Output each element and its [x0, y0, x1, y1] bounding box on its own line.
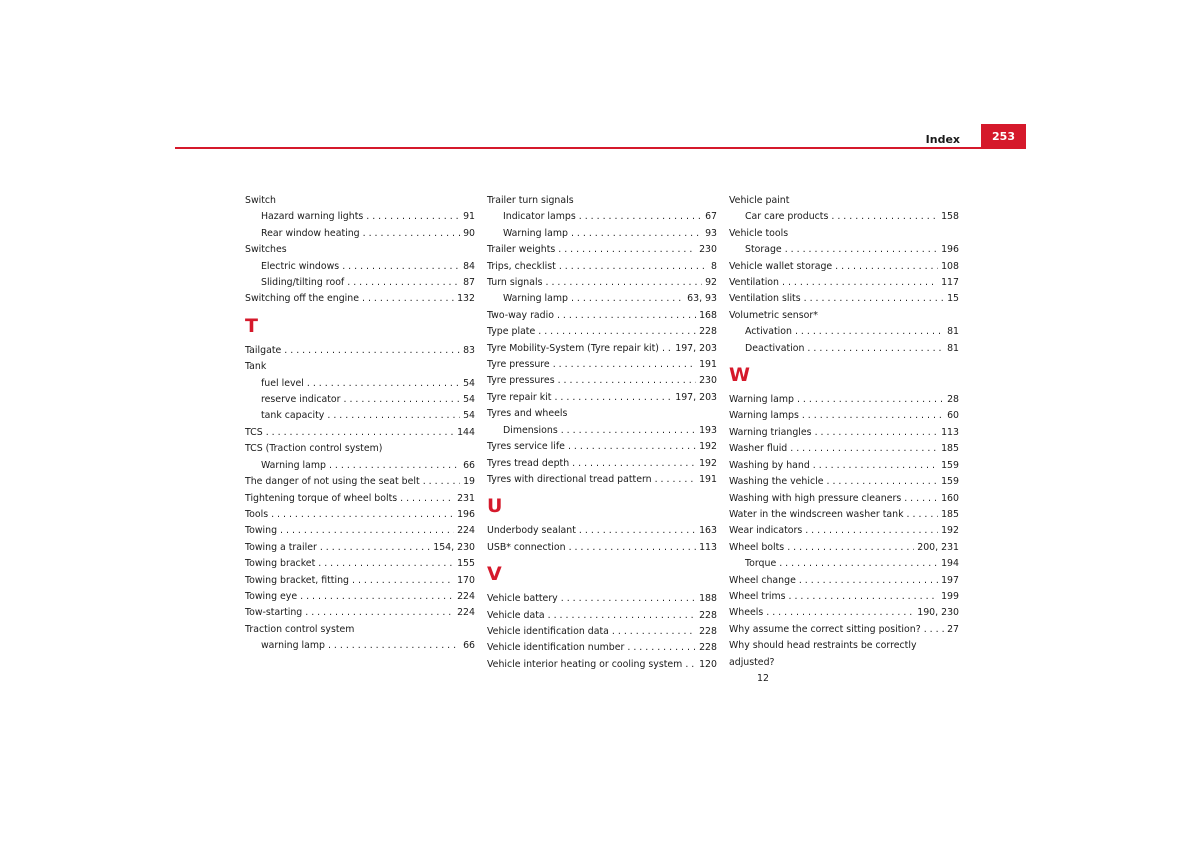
index-entry [245, 589, 475, 605]
index-section-letter: T [245, 314, 258, 337]
index-entry [487, 259, 717, 275]
dot-leader [327, 408, 460, 424]
dot-leader [362, 291, 454, 307]
index-entry-page: 60 [947, 410, 959, 422]
index-entry-page: 192 [699, 441, 717, 453]
index-entry-page: 84 [463, 260, 475, 272]
index-section-letter: U [487, 495, 503, 518]
index-entry-label: Tyre pressures [487, 375, 555, 387]
index-entry-label: Tyres tread depth [487, 457, 570, 469]
index-entry [487, 390, 717, 406]
dot-leader [805, 523, 938, 539]
index-entry-page: 185 [941, 508, 959, 520]
index-entry-page: 199 [941, 590, 959, 602]
index-section-letter: W [729, 364, 750, 387]
index-entry-page: 192 [941, 525, 959, 537]
index-entry-page: 159 [941, 459, 959, 471]
index-entry-page: 190, 230 [917, 607, 959, 619]
index-entry-page: 8 [711, 260, 717, 272]
dot-leader [797, 392, 944, 408]
index-entry-page: 224 [457, 525, 475, 537]
index-entry-label: Washing with high pressure cleaners [729, 492, 902, 504]
index-entry-heading: Switches [245, 244, 287, 256]
index-entry-label: Vehicle wallet storage [729, 260, 833, 272]
index-subentry [487, 226, 717, 242]
index-entry-page: 188 [699, 593, 717, 605]
index-entry-label: Sliding/tilting roof [261, 277, 345, 289]
index-subentry [729, 341, 959, 357]
index-entry-page: 54 [463, 410, 475, 422]
index-entry-label: Towing eye [245, 590, 298, 602]
index-entry [729, 622, 959, 638]
index-entry-label: Turn signals [487, 277, 543, 289]
index-entry-page: 81 [947, 342, 959, 354]
index-entry-page: 67 [705, 211, 717, 223]
index-subentry [245, 638, 475, 654]
index-entry-label: Rear window heating [261, 227, 360, 239]
index-entry-label: Vehicle interior heating or cooling system [487, 658, 683, 670]
dot-leader [568, 439, 696, 455]
index-entry-label: Tools [245, 508, 269, 520]
dot-leader [423, 474, 460, 490]
dot-leader [561, 591, 696, 607]
index-entry-page: 158 [941, 211, 959, 223]
index-entry-page: 192 [699, 457, 717, 469]
dot-leader [561, 423, 696, 439]
index-entry-page: 19 [463, 476, 475, 488]
index-entry-label: reserve indicator [261, 394, 341, 406]
index-entry-page: 83 [463, 344, 475, 356]
index-entry-page: 93 [705, 227, 717, 239]
dot-leader [342, 259, 460, 275]
dot-leader [305, 605, 454, 621]
index-entry-label: warning lamp [261, 640, 325, 652]
index-entry-page: 228 [699, 609, 717, 621]
index-entry-label: Warning lamps [729, 410, 799, 422]
dot-leader [545, 275, 702, 291]
index-entry [245, 573, 475, 589]
index-entry-label: Vehicle data [487, 609, 545, 621]
index-section-letter: V [487, 563, 502, 586]
dot-leader [802, 408, 944, 424]
index-entry-label: Type plate [487, 326, 536, 338]
index-entry-page: 91 [463, 211, 475, 223]
index-entry-label: Ventilation [729, 277, 779, 289]
dot-leader [344, 392, 461, 408]
index-entry-label: Underbody sealant [487, 525, 576, 537]
dot-leader [363, 226, 460, 242]
dot-leader [766, 605, 914, 621]
dot-leader [807, 341, 944, 357]
index-entry-label: Vehicle battery [487, 593, 558, 605]
index-entry-page: 159 [941, 476, 959, 488]
index-entry-label: Wheel trims [729, 590, 786, 602]
dot-leader [907, 507, 939, 523]
index-entry-heading: Tank [245, 361, 267, 373]
index-entry-page: 230 [699, 244, 717, 256]
index-entry [245, 556, 475, 572]
index-entry-label: Ventilation slits [729, 293, 801, 305]
index-entry [487, 657, 717, 673]
index-subentry [245, 275, 475, 291]
dot-leader [831, 209, 938, 225]
dot-leader [366, 209, 460, 225]
dot-leader [815, 425, 939, 441]
index-entry [487, 275, 717, 291]
index-subentry [245, 259, 475, 275]
index-entry [729, 275, 959, 291]
index-subentry [729, 242, 959, 258]
index-entry-page: 81 [947, 326, 959, 338]
index-entry-page: 28 [947, 394, 959, 406]
index-entry-heading: Traction control system [245, 623, 355, 635]
index-entry-heading: TCS (Traction control system) [245, 443, 383, 455]
index-entry-page: 228 [699, 326, 717, 338]
index-entry-label: Trailer weights [487, 244, 556, 256]
index-entry-label: Two-way radio [487, 309, 554, 321]
index-entry-page: 154, 230 [433, 541, 475, 553]
dot-leader [779, 556, 938, 572]
index-entry [729, 638, 959, 687]
index-entry-label: Car care products [745, 211, 829, 223]
header-rule [175, 147, 1026, 149]
index-entry-label: Tow-starting [245, 607, 303, 619]
index-entry-heading: Vehicle tools [729, 227, 789, 239]
index-entry-page: 196 [457, 508, 475, 520]
index-entry-page: 185 [941, 443, 959, 455]
index-entry-page: 113 [699, 541, 717, 553]
dot-leader [826, 474, 938, 490]
index-entry [245, 540, 475, 556]
dot-leader [328, 638, 460, 654]
index-entry-label: Tyres service life [487, 441, 565, 453]
index-entry-label: Dimensions [503, 424, 558, 436]
dot-leader [538, 324, 696, 340]
index-entry [729, 392, 959, 408]
dot-leader [655, 472, 697, 488]
index-subentry [245, 226, 475, 242]
index-entry-label: Towing a trailer [245, 541, 317, 553]
dot-leader [835, 259, 938, 275]
index-entry-label: TCS [245, 426, 263, 438]
index-entry [245, 291, 475, 307]
index-entry [729, 458, 959, 474]
index-entry [729, 491, 959, 507]
index-entry-label: Tightening torque of wheel bolts [245, 492, 398, 504]
index-entry [729, 474, 959, 490]
index-entry [487, 523, 717, 539]
index-entry [245, 605, 475, 621]
index-entry-label: Activation [745, 326, 792, 338]
dot-leader [347, 275, 460, 291]
index-entry [487, 242, 717, 258]
index-entry-heading: Trailer turn signals [487, 195, 574, 206]
dot-leader [558, 242, 696, 258]
index-entry-heading: Switch [245, 195, 276, 206]
index-entry-label: Wear indicators [729, 525, 803, 537]
index-entry-page: 197, 203 [675, 391, 717, 403]
index-entry-page: 117 [941, 277, 959, 289]
index-entry-label: Warning triangles [729, 426, 812, 438]
index-entry-label: Switching off the engine [245, 293, 359, 305]
index-entry-label: Why assume the correct sitting position? [729, 623, 921, 635]
index-subentry [487, 209, 717, 225]
dot-leader [266, 425, 454, 441]
dot-leader [300, 589, 454, 605]
index-entry-page: 194 [941, 558, 959, 570]
index-entry-label: Towing [245, 525, 278, 537]
dot-leader [579, 523, 696, 539]
index-subentry [729, 324, 959, 340]
index-entry-label: Indicator lamps [503, 211, 576, 223]
index-entry-label: Hazard warning lights [261, 211, 364, 223]
index-entry [487, 456, 717, 472]
dot-leader [352, 573, 454, 589]
page-title: Index [925, 133, 960, 146]
index-entry-label: Wheel change [729, 574, 796, 586]
index-entry-page: 191 [699, 473, 717, 485]
index-entry [729, 441, 959, 457]
dot-leader [799, 573, 938, 589]
index-entry-page: 168 [699, 309, 717, 321]
index-entry-label: Towing bracket, fitting [245, 574, 349, 586]
index-entry [729, 589, 959, 605]
index-entry-page: 197, 203 [675, 342, 717, 354]
dot-leader [557, 308, 696, 324]
index-entry-page: 92 [705, 277, 717, 289]
index-entry-page: 191 [699, 359, 717, 371]
index-entry [729, 291, 959, 307]
index-entry-heading: Tyres and wheels [487, 408, 568, 420]
index-entry-label: Torque [745, 558, 777, 570]
index-entry-label: Warning lamp [729, 394, 794, 406]
index-entry-page: 144 [457, 426, 475, 438]
dot-leader [924, 622, 944, 638]
dot-leader [307, 376, 460, 392]
index-entry-page: 230 [699, 375, 717, 387]
index-column-3 [729, 193, 959, 687]
index-entry-page: 224 [457, 607, 475, 619]
dot-leader [579, 209, 702, 225]
dot-leader [782, 275, 938, 291]
dot-leader [329, 458, 460, 474]
dot-leader [559, 259, 708, 275]
index-column-1 [245, 193, 475, 655]
dot-leader [553, 357, 696, 373]
index-entry-label: Washing by hand [729, 459, 810, 471]
dot-leader [627, 640, 696, 656]
index-entry [729, 507, 959, 523]
index-entry-label: USB* connection [487, 541, 566, 553]
index-entry-page: 27 [947, 623, 959, 635]
index-entry [487, 640, 717, 656]
index-entry [487, 608, 717, 624]
index-entry-page: 224 [457, 590, 475, 602]
dot-leader [571, 226, 702, 242]
dot-leader [271, 507, 454, 523]
index-entry-label: tank capacity [261, 410, 325, 422]
index-entry-label: Washer fluid [729, 443, 788, 455]
dot-leader [320, 540, 430, 556]
index-entry-label: Vehicle identification number [487, 642, 625, 654]
index-entry-page: 228 [699, 642, 717, 654]
index-entry-page: 197 [941, 574, 959, 586]
index-entry [487, 439, 717, 455]
dot-leader [284, 343, 460, 359]
page-number: 253 [992, 130, 1015, 143]
dot-leader [787, 540, 914, 556]
index-entry-page: 228 [699, 625, 717, 637]
dot-leader [571, 291, 684, 307]
index-subentry [245, 376, 475, 392]
index-entry [245, 474, 475, 490]
index-entry-page: 200, 231 [917, 541, 959, 553]
index-entry-label: Tyre pressure [487, 359, 550, 371]
dot-leader [795, 324, 944, 340]
index-entry-heading: Vehicle paint [729, 195, 790, 206]
dot-leader [554, 390, 672, 406]
index-entry-label: Washing the vehicle [729, 476, 824, 488]
index-entry-label: fuel level [261, 377, 304, 389]
index-entry-label: Water in the windscreen washer tank [729, 508, 904, 520]
index-entry [729, 425, 959, 441]
index-subentry [729, 556, 959, 572]
dot-leader [788, 589, 938, 605]
index-entry-label: Tailgate [245, 344, 282, 356]
index-entry [487, 624, 717, 640]
index-entry-label: Warning lamp [503, 227, 568, 239]
index-entry [487, 591, 717, 607]
index-entry [729, 523, 959, 539]
index-entry [487, 324, 717, 340]
index-entry-label: Tyres with directional tread pattern [487, 473, 652, 485]
index-column-2 [487, 193, 717, 673]
dot-leader [558, 373, 697, 389]
index-subentry [245, 209, 475, 225]
index-entry-page: 231 [457, 492, 475, 504]
index-entry-page: 193 [699, 424, 717, 436]
dot-leader [904, 491, 938, 507]
dot-leader [400, 491, 454, 507]
index-entry-label: Towing bracket [245, 558, 316, 570]
index-entry [487, 540, 717, 556]
index-entry [245, 491, 475, 507]
index-entry-page: 12 [757, 672, 769, 684]
dot-leader [785, 242, 938, 258]
index-entry-page: 113 [941, 426, 959, 438]
index-subentry [729, 209, 959, 225]
index-entry [487, 341, 717, 357]
index-entry-page: 196 [941, 244, 959, 256]
index-entry-page: 63, 93 [687, 293, 717, 305]
index-entry-label: Why should head restraints be correctly adjusted? [729, 640, 917, 668]
dot-leader [548, 608, 696, 624]
index-subentry [487, 423, 717, 439]
index-entry-label: Tyre repair kit [487, 391, 552, 403]
index-entry-page: 120 [699, 658, 717, 670]
index-entry [729, 540, 959, 556]
index-entry-page: 66 [463, 640, 475, 652]
page-number-badge [981, 124, 1026, 149]
index-entry [487, 472, 717, 488]
index-entry-label: Electric windows [261, 260, 340, 272]
index-entry [487, 308, 717, 324]
index-entry [729, 605, 959, 621]
dot-leader [612, 624, 696, 640]
index-entry-page: 163 [699, 525, 717, 537]
dot-leader [790, 441, 938, 457]
index-entry-label: Warning lamp [503, 293, 568, 305]
dot-leader [662, 341, 672, 357]
dot-leader [572, 456, 696, 472]
index-subentry [487, 291, 717, 307]
dot-leader [685, 657, 696, 673]
index-entry-page: 90 [463, 227, 475, 239]
index-entry-label: Vehicle identification data [487, 625, 609, 637]
index-entry-page: 132 [457, 293, 475, 305]
index-entry [729, 408, 959, 424]
index-entry-page: 54 [463, 394, 475, 406]
dot-leader [813, 458, 938, 474]
index-entry [245, 507, 475, 523]
index-subentry [245, 458, 475, 474]
dot-leader [280, 523, 454, 539]
index-entry-page: 66 [463, 459, 475, 471]
index-entry-label: Tyre Mobility-System (Tyre repair kit) [487, 342, 659, 354]
index-entry-label: Warning lamp [261, 459, 326, 471]
index-entry [245, 343, 475, 359]
index-entry-heading: Volumetric sensor* [729, 309, 818, 321]
index-entry [487, 373, 717, 389]
index-entry-page: 54 [463, 377, 475, 389]
index-entry-label: Deactivation [745, 342, 805, 354]
index-entry [487, 357, 717, 373]
index-entry [729, 573, 959, 589]
index-entry-page: 170 [457, 574, 475, 586]
index-entry-label: The danger of not using the seat belt [245, 476, 420, 488]
index-entry-page: 87 [463, 277, 475, 289]
index-entry-label: Wheel bolts [729, 541, 785, 553]
index-entry [245, 425, 475, 441]
index-subentry [245, 392, 475, 408]
index-entry-page: 155 [457, 558, 475, 570]
index-entry-page: 160 [941, 492, 959, 504]
index-entry-label: Wheels [729, 607, 764, 619]
dot-leader [569, 540, 697, 556]
dot-leader [318, 556, 454, 572]
index-entry-label: Trips, checklist [487, 260, 556, 272]
index-entry-label: Storage [745, 244, 782, 256]
index-entry-page: 108 [941, 260, 959, 272]
dot-leader [804, 291, 944, 307]
index-entry-page: 15 [947, 293, 959, 305]
index-subentry [245, 408, 475, 424]
index-entry [245, 523, 475, 539]
index-entry [729, 259, 959, 275]
